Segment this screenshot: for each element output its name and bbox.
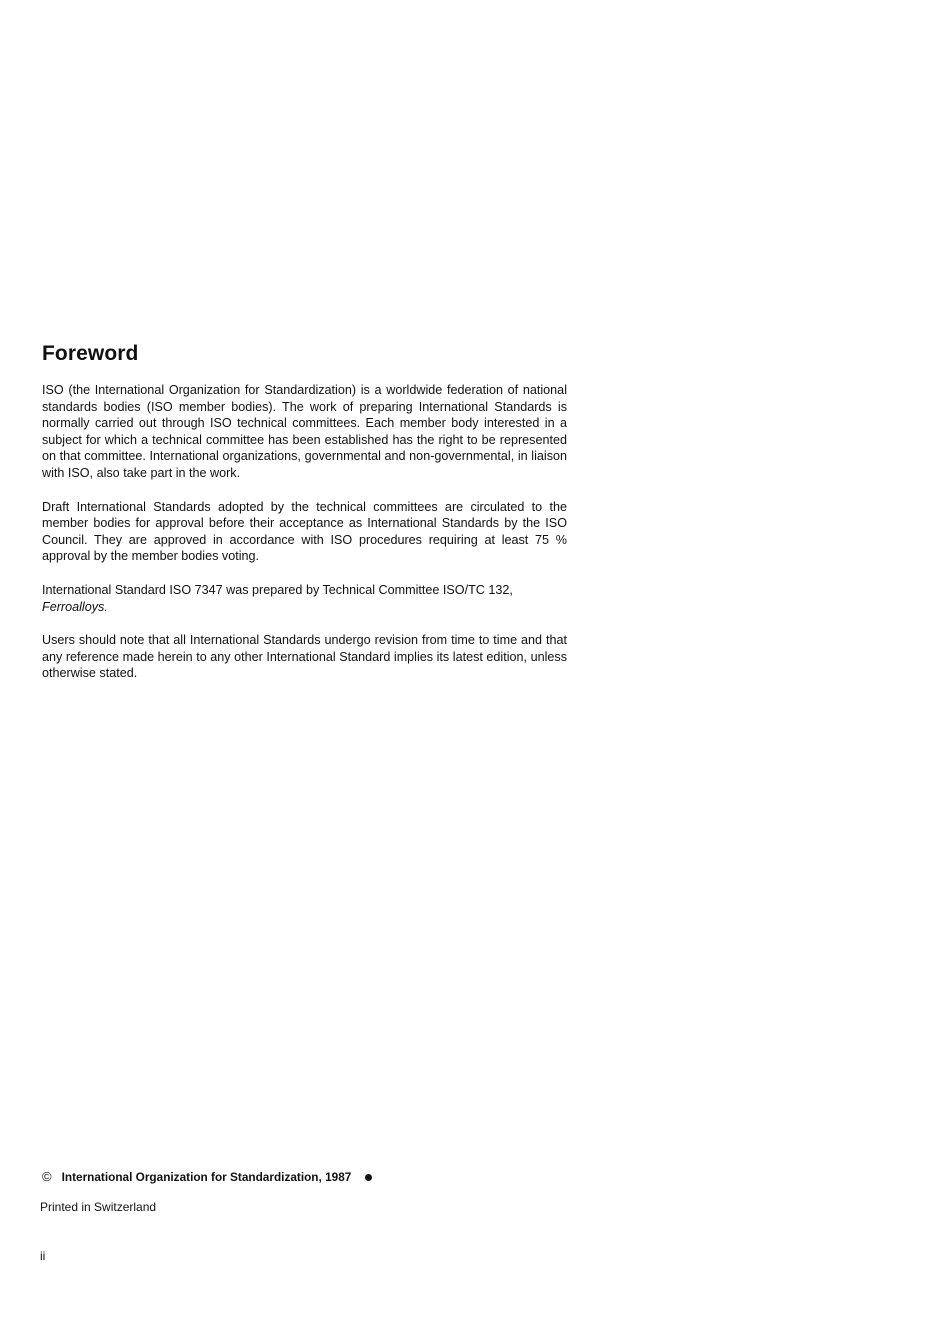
bullet-icon [365,1174,372,1181]
standard-preparation-text: International Standard ISO 7347 was prepared by Technical Committee ISO/TC 132, [42,582,513,597]
paragraph-revision-note: Users should note that all International Standards undergo revision from time to time and that any reference made herein to any other International Standard implies its latest edition, unless otherwise stated. [42,633,567,681]
copyright-icon: © [42,1169,52,1184]
foreword-section [42,340,567,699]
paragraph-draft-standards: Draft International Standards adopted by the technical committees are circulated to the member bodies for approval before their acceptance as International Standards by the ISO Council. They are approved in accordance with ISO procedures requiring at least 75 % approval by the member bodies voting. [42,499,567,564]
foreword-heading: Foreword [42,342,139,365]
copyright-text: International Organization for Standardization, 1987 [61,1170,352,1184]
printed-location: Printed in Switzerland [40,1200,157,1214]
paragraph-iso-overview: ISO (the International Organization for Standardization) is a worldwide federation of national standards bodies (ISO member bodies). The work of preparing International Standards is normally carried out through ISO technical committees. Each member body interested in a subject for which a technical committee has been established has the right to be represented on that committee. International organizations, governmental and non-governmental, in liaison with ISO, also take part in the work. [42,383,567,480]
copyright-line [42,1169,372,1185]
committee-name: Ferroalloys. [42,599,108,614]
page-number: ii [40,1249,46,1263]
paragraph-standard-preparation [42,582,567,615]
